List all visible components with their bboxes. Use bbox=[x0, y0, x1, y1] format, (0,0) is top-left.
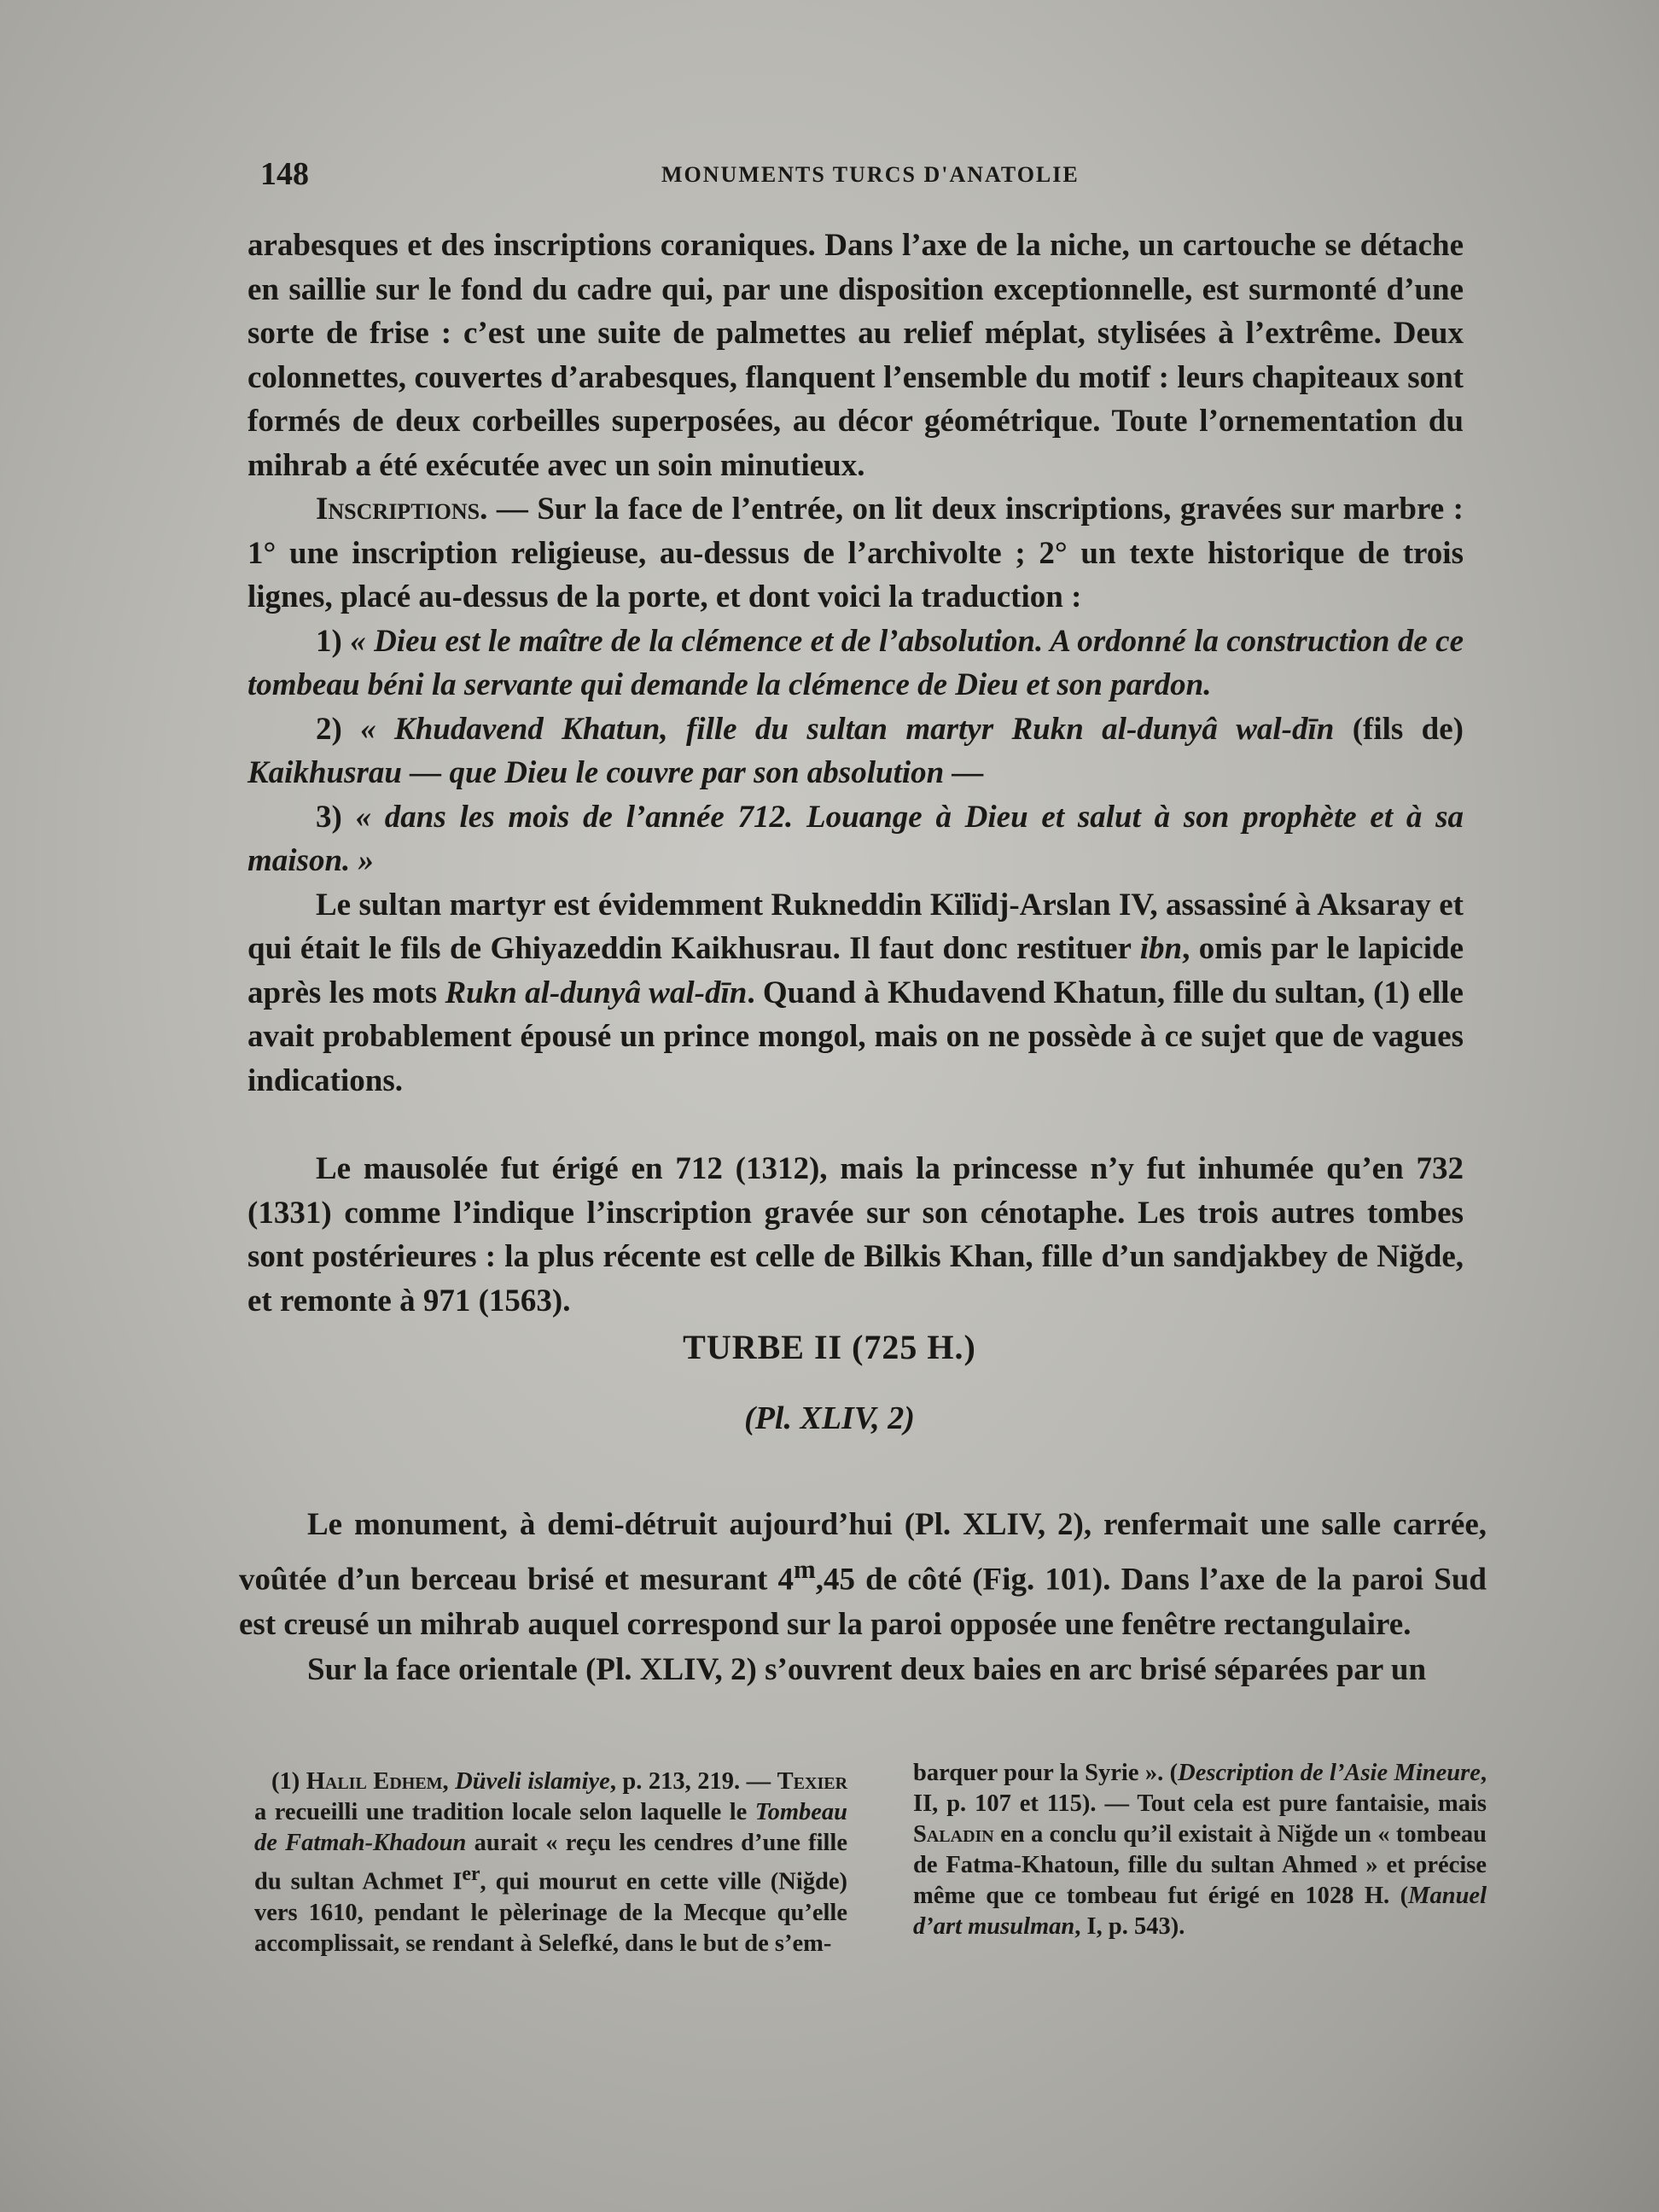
page-number: 148 bbox=[260, 156, 309, 192]
inscription-1: 1) « Dieu est le maître de la clémence et de l’absolution. A ordonné la construction de ce tombeau béni la servante qui demande la clémence de Dieu et son pardon. bbox=[247, 623, 1464, 702]
inscription-2: 2) « Khudavend Khatun, fille du sultan martyr Rukn al-dunyâ wal-dīn (fils de) Kaikhusrau — que Dieu le couvre par son absolution — bbox=[247, 711, 1464, 790]
paragraph-face-orientale: Sur la face orientale (Pl. XLIV, 2) s’ouvrent deux baies en arc brisé séparées par un bbox=[307, 1652, 1427, 1688]
section-title: TURBE II (725 H.) bbox=[683, 1328, 976, 1366]
footnote-right-column bbox=[913, 1758, 1487, 1942]
inscriptions-label: Inscriptions. — bbox=[316, 492, 528, 527]
footnote-left-column bbox=[254, 1767, 847, 1959]
footnote-1-continued: barquer pour la Syrie ». (Description de l’Asie Mineure, II, p. 107 et 115). — Tout cela est pure fantaisie, mais Saladin en a conclu qu’il existait à Niğde un « tombeau de Fatma-Khatoun, fille du sultan Ahmed » et précise même que ce tombeau fut érigé en 1028 H. (Manuel d’art musulman, I, p. 543). bbox=[913, 1760, 1487, 1940]
main-text-block bbox=[247, 224, 1464, 1323]
section-text-block bbox=[239, 1502, 1487, 1692]
footnote-1: (1) Halil Edhem, Düveli islamiye, p. 213, 219. — Texier a recueilli une tradition locale selon laquelle le Tombeau de Fatmah-Khadoun aurait « reçu les cendres d’une fille du sultan Achmet Ier, qui mourut en cette ville (Niğde) vers 1610, pendant le pèlerinage de la Mecque qu’elle accomplissait, se rendant à Selefké, dans le but de s’em- bbox=[254, 1768, 848, 1957]
page-header bbox=[260, 155, 1472, 207]
paragraph-monument: Le monument, à demi-détruit aujourd’hui (Pl. XLIV, 2), renfermait une salle carrée, voûtée d’un berceau brisé et mesurant 4$^m$,45 de côté (Fig. 101). Dans l’axe de la paroi Sud est creusé un mihrab auquel correspond sur la paroi opposée une fenêtre rectangulaire. bbox=[239, 1507, 1487, 1643]
paragraph-arabesques: arabesques et des inscriptions coraniques. Dans l’axe de la niche, un cartouche se détache en saillie sur le fond du cadre qui, par une disposition exceptionnelle, est surmonté d’une sorte de frise : c’est une suite de palmettes au relief méplat, stylisées à l’extrême. Deux colonnettes, couvertes d’arabesques, flanquent l’ensemble du motif : leurs chapiteaux sont formés de deux corbeilles superposées, au décor géométrique. Toute l’ornementation du mihrab a été exécutée avec un soin minutieux. bbox=[247, 228, 1464, 483]
paragraph-inscriptions: Inscriptions. — Sur la face de l’entrée, on lit deux inscriptions, gravées sur marbre : 1° une inscription religieuse, au-dessus de l’archivolte ; 2° un texte historique de trois lignes, placé au-dessus de la porte, et dont voici la traduction : bbox=[247, 492, 1464, 614]
paragraph-mausolee: Le mausolée fut érigé en 712 (1312), mais la princesse n’y fut inhumée qu’en 732 (1331) comme l’indique l’inscription gravée sur son cénotaphe. Les trois autres tombes sont postérieures : la plus récente est celle de Bilkis Khan, fille d’un sandjakbey de Niğde, et remonte à 971 (1563). bbox=[247, 1151, 1464, 1318]
inscription-3: 3) « dans les mois de l’année 712. Louange à Dieu et salut à son prophète et à sa maison. » bbox=[247, 799, 1464, 878]
paragraph-gap bbox=[247, 1103, 1464, 1147]
paragraph-sultan-martyr: Le sultan martyr est évidemment Rukneddin Kïlïdj-Arslan IV, assassiné à Aksaray et qui était le fils de Ghiyazeddin Kaikhusrau. Il faut donc restituer ibn, omis par le lapicide après les mots Rukn al-dunyâ wal-dīn. Quand à Khudavend Khatun, fille du sultan, (1) elle avait probablement épousé un prince mongol, mais on ne possède à ce sujet que de vagues indications. bbox=[247, 887, 1464, 1098]
section-subtitle: (Pl. XLIV, 2) bbox=[744, 1400, 915, 1436]
running-title: MONUMENTS TURCS D'ANATOLIE bbox=[661, 162, 1080, 187]
